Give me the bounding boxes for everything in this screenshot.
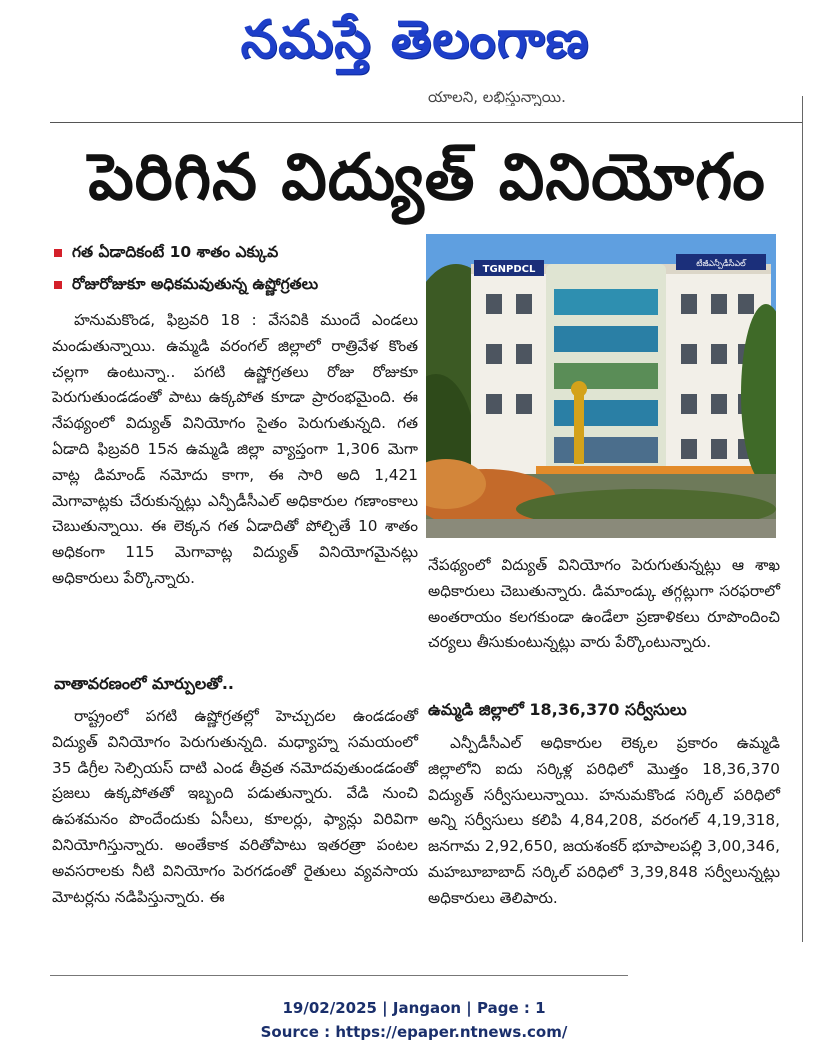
article-paragraph: రాష్ట్రంలో పగటి ఉష్ణోగ్రతల్లో హెచ్చుదల ఉండడంతో విద్యుత్ వినియోగం పెరుగుతున్నది. మధ్యాహ్న సమయంలో 35 డిగ్రీల సెల్సియస్ దాటి ఎండ తీవ్రత నమోదవుతుండడంతో ప్రజలు ఉక్కపోతతో ఇబ్బంది పడుతున్నారు. వేడి నుంచి ఉపశమనం పొందేందుకు ఏసీలు, కూలర్లు, ఫ్యాన్లు విరివిగా వినియోగిస్తున్నారు. అంతేకాక వరితోపాటు ఇతరత్రా పంటల అవసరాలకు నీటి వినియోగం పెరగడంతో రైతులు వ్యవసాయ మోటర్లను నడిపిస్తున్నారు. ఈ [52,707,418,906]
divider [802,96,803,942]
article-headline: పెరిగిన విద్యుత్ వినియోగం [88,141,766,215]
clipped-text: యాలని, లభిస్తున్నాయి. [428,88,566,106]
masthead-logo: నమస్తే తెలంగాణ [240,10,590,70]
article-column-left-lower [52,704,418,910]
article-paragraph: హనుమకొండ, ఫిబ్రవరి 18 : వేసవికి ముందే ఎండలు మండుతున్నాయి. ఉమ్మడి వరంగల్ జిల్లాలో రాత్రివేళ కొంత చల్లగా ఉంటున్నా.. పగటి ఉష్ణోగ్రతలు రోజు రోజుకూ పెరుగుతుండడంతో పాటు ఉక్కపోత కూడా ప్రారంభమైంది. ఈ నేపథ్యంలో విద్యుత్ వినియోగం సైతం పెరుగుతున్నది. గత ఏడాది ఫిబ్రవరి 15న ఉమ్మడి జిల్లా వ్యాప్తంగా 1,306 మెగా వాట్ల డిమాండ్ నమోదు కాగా, ఈ సారి అది 1,421 మెగావాట్లకు చేరుకున్నట్లు ఎన్పీడీసీఎల్ అధికారుల గణాంకాలు చెబుతున్నాయి. ఈ లెక్కన గత ఏడాదితో పోల్చితే 10 శాతం అధికంగా 115 మెగావాట్ల విద్యుత్ వినియోగమైనట్లు అధికారులు పేర్కొన్నారు. [52,311,418,587]
divider [50,975,628,976]
section-subheading: వాతావరణంలో మార్పులతో.. [54,674,234,693]
edition-info: 19/02/2025 | Jangaon | Page : 1 [282,999,546,1017]
source-link[interactable]: Source : https://epaper.ntnews.com/ [260,1023,568,1041]
page-footer [0,996,828,1044]
article-paragraph: ఎన్పీడీసీఎల్ అధికారుల లెక్కల ప్రకారం ఉమ్మడి జిల్లాలోని ఐదు సర్కిళ్ల పరిధిలో మొత్తం 18,36,370 విద్యుత్ సర్వీసులున్నాయి. హనుమకొండ సర్కిల్ పరిధిలో అన్ని సర్వీసులు కలిపి 4,84,208, వరంగల్ 4,19,318, జనగామ 2,92,650, జయశంకర్ భూపాలపల్లి 3,00,346, మహబూబాబాద్ సర్కిల్ పరిధిలో 3,39,848 సర్వీలున్నట్లు అధికారులు తెలిపారు. [428,734,780,907]
bullet-icon [54,249,62,257]
building-sign-left: TGNPDCL [482,264,536,275]
building-sign-right: టీజీఎన్పీడీసీఎల్ [696,259,746,268]
bullet-text: రోజురోజుకూ అధికమవుతున్న ఉష్ణోగ్రతలు [72,275,319,293]
bullet-point [54,275,318,297]
bullet-text: గత ఏడాదికంటే 10 శాతం ఎక్కువ [72,243,279,261]
article-column-left [52,308,418,592]
bullet-point [54,243,278,265]
article-column-right-lower [428,731,780,912]
article-paragraph: నేపథ్యంలో విద్యుత్ వినియోగం పెరుగుతున్నట్లు ఆ శాఖ అధికారులు చెబుతున్నారు. డిమాండ్కు తగ్గట్లుగా సరఫరాలో అంతరాయం కలగకుండా ఉండేలా ప్రణాళికలు రూపొందించి చర్యలు తీసుకుంటున్నట్లు వారు పేర్కొంటున్నారు. [428,556,780,652]
divider [50,122,802,123]
article-column-right [428,553,780,656]
article-photo [426,234,776,538]
bullet-icon [54,281,62,289]
section-subheading: ఉమ్మడి జిల్లాలో 18,36,370 సర్వీసులు [428,700,687,719]
